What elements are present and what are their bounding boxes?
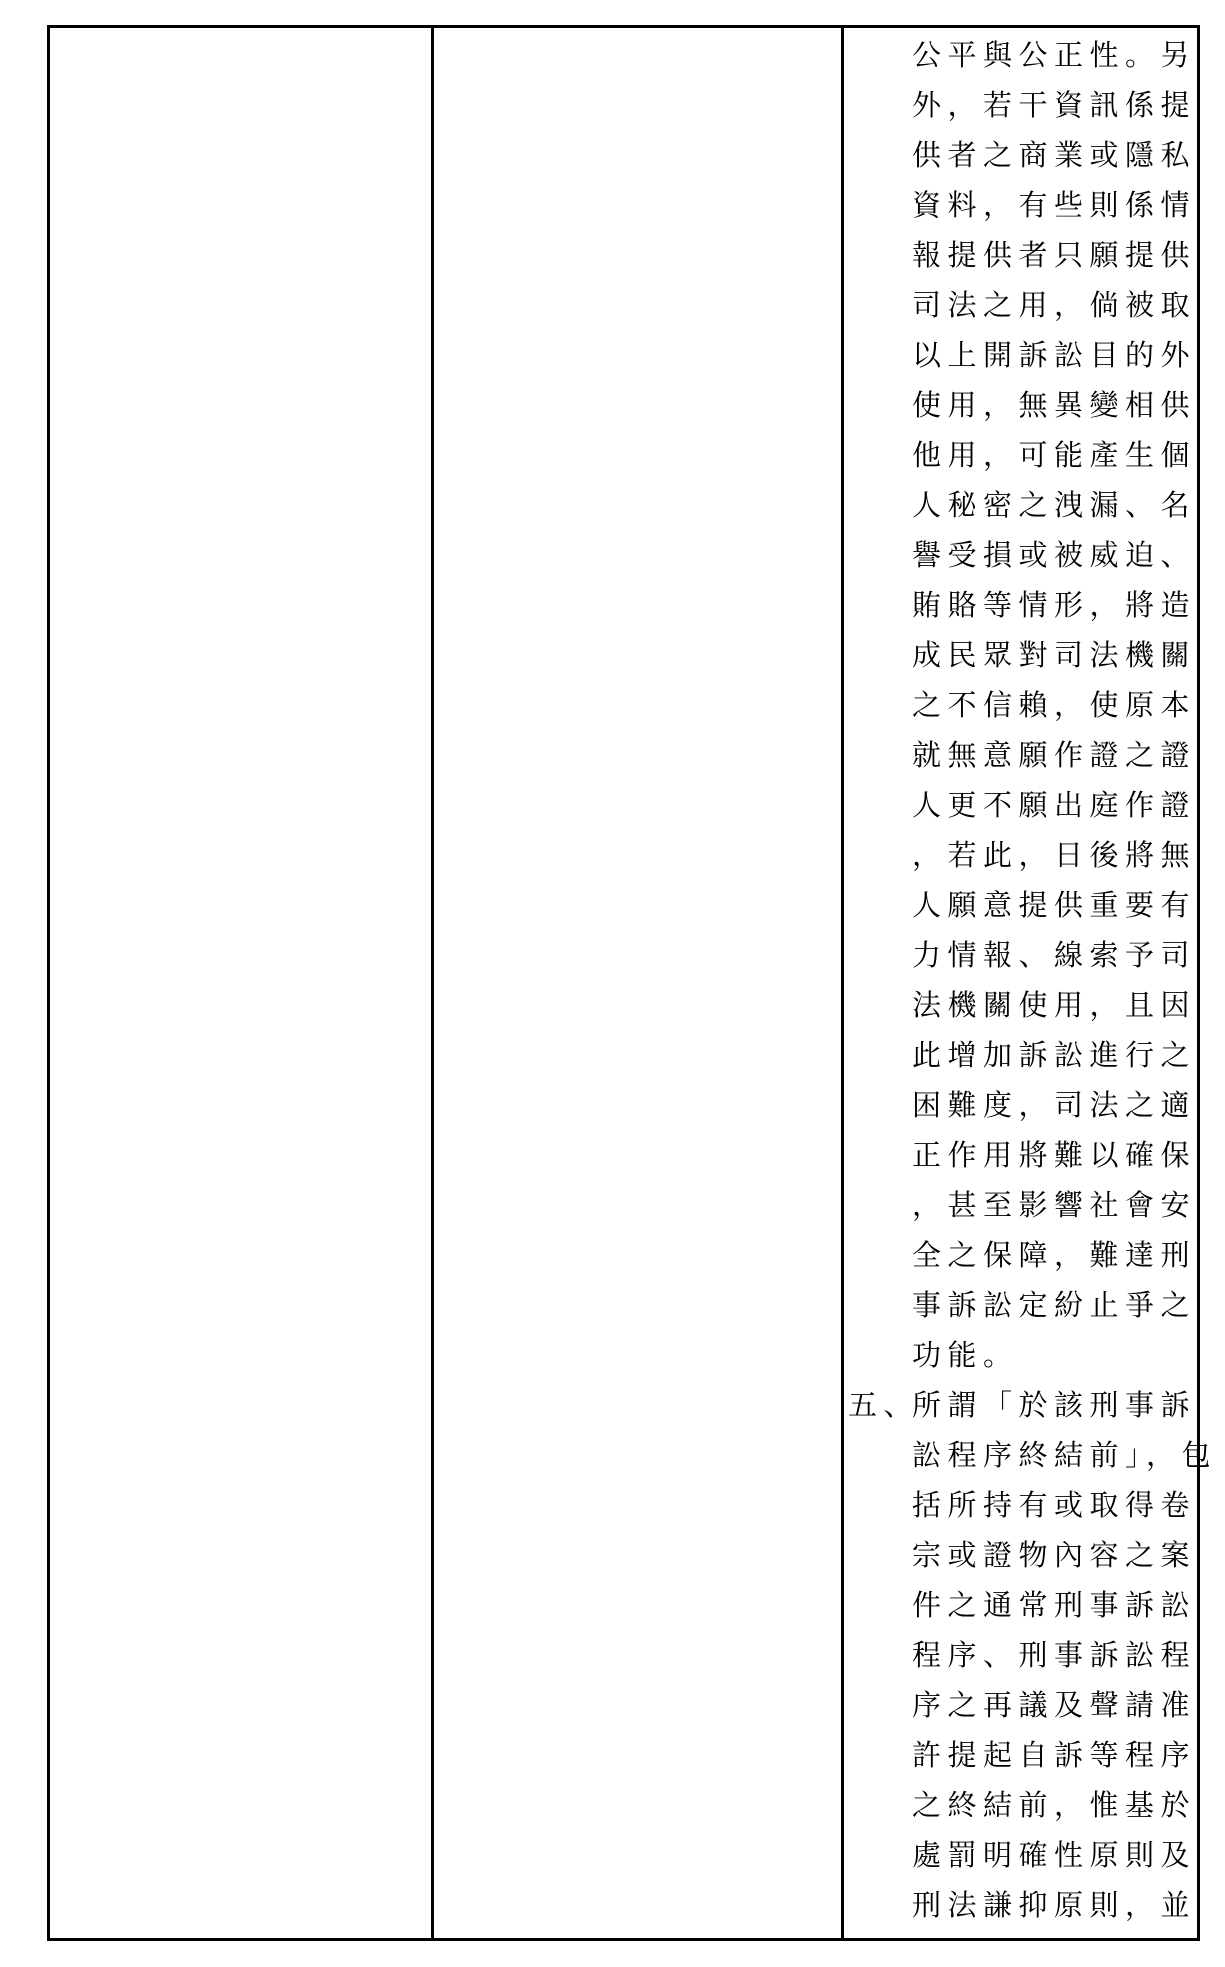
text-line-content: 以上開訴訟目的外: [912, 338, 1197, 372]
text-line-content: 司法之用，倘被取: [912, 288, 1197, 322]
text-line: [844, 780, 1200, 830]
text-line-content: 正作用將難以確保: [912, 1138, 1197, 1172]
text-line: [844, 1780, 1200, 1830]
text-line-content: 使用，無異變相供: [912, 388, 1197, 422]
text-line-content: 就無意願作證之證: [912, 738, 1197, 772]
text-line: [844, 1430, 1218, 1480]
text-line-content: 法機關使用，且因: [912, 988, 1197, 1022]
text-line-content: 人更不願出庭作證: [912, 788, 1197, 822]
text-line: [844, 930, 1200, 980]
text-line-content: 刑法謙抑原則，並: [912, 1888, 1197, 1922]
text-line: [844, 530, 1200, 580]
text-line-content: 括所持有或取得卷: [912, 1488, 1197, 1522]
text-line-content: 公平與公正性。另: [912, 38, 1197, 72]
explanation-text: [844, 28, 1218, 1938]
text-line: [844, 1880, 1200, 1930]
text-line-content: 全之保障，難達刑: [912, 1238, 1197, 1272]
text-line: [844, 830, 1200, 880]
text-line: [844, 1730, 1200, 1780]
text-line: [844, 1280, 1200, 1330]
text-line: [844, 1380, 1200, 1430]
text-line-content: 許提起自訴等程序: [912, 1738, 1197, 1772]
table-cell-middle: [433, 27, 843, 1940]
text-line: [844, 1630, 1200, 1680]
text-line: [844, 630, 1200, 680]
text-line-content: 賄賂等情形，將造: [912, 588, 1197, 622]
text-line-content: 資料，有些則係情: [912, 188, 1197, 222]
text-line-content: 他用，可能產生個: [912, 438, 1197, 472]
text-line-content: 成民眾對司法機關: [912, 638, 1197, 672]
text-line-content: 力情報、線索予司: [912, 938, 1197, 972]
text-line: [844, 80, 1200, 130]
text-line: [844, 1080, 1200, 1130]
text-line-content: 此增加訴訟進行之: [912, 1038, 1197, 1072]
text-line-content: 程序、刑事訴訟程: [912, 1638, 1197, 1672]
text-line: [844, 330, 1200, 380]
text-line-content: 序之再議及聲請准: [912, 1688, 1197, 1722]
text-line: [844, 230, 1200, 280]
text-line: [844, 730, 1200, 780]
text-line-content: 宗或證物內容之案: [912, 1538, 1197, 1572]
text-line-content: 之不信賴，使原本: [912, 688, 1197, 722]
text-line-content: 之終結前，惟基於: [912, 1788, 1197, 1822]
text-line: [844, 30, 1200, 80]
text-line-content: 困難度，司法之適: [912, 1088, 1197, 1122]
text-line-content: 所謂「於該刑事訴: [912, 1388, 1197, 1422]
text-line: [844, 1530, 1200, 1580]
text-line-content: ，甚至影響社會安: [912, 1188, 1197, 1222]
text-line: [844, 1130, 1200, 1180]
text-line-content: 訟程序終結前」，包: [912, 1438, 1218, 1472]
table-row: [49, 27, 1199, 1940]
text-line: [844, 1830, 1200, 1880]
text-line: [844, 1680, 1200, 1730]
text-line-content: 人秘密之洩漏、名: [912, 488, 1197, 522]
text-line: [844, 280, 1200, 330]
text-line-content: ，若此，日後將無: [912, 838, 1197, 872]
text-line-content: 功能。: [912, 1338, 1019, 1372]
text-line-content: 事訴訟定紛止爭之: [912, 1288, 1197, 1322]
text-line: [844, 680, 1200, 730]
text-line: [844, 430, 1200, 480]
paragraph-marker: 五、: [848, 1388, 920, 1422]
text-line: [844, 380, 1200, 430]
table-cell-left: [49, 27, 433, 1940]
table-cell-right: [843, 27, 1218, 1940]
text-line: [844, 1480, 1200, 1530]
text-line: [844, 480, 1200, 530]
text-line-content: 報提供者只願提供: [912, 238, 1197, 272]
text-line-content: 處罰明確性原則及: [912, 1838, 1197, 1872]
text-line-content: 人願意提供重要有: [912, 888, 1197, 922]
text-line-content: 件之通常刑事訴訟: [912, 1588, 1197, 1622]
text-line: [844, 580, 1200, 630]
comparison-table: [47, 25, 1218, 1941]
text-line: [844, 1180, 1200, 1230]
text-line-content: 外，若干資訊係提: [912, 88, 1197, 122]
text-line-content: 供者之商業或隱私: [912, 138, 1197, 172]
text-line: [844, 1580, 1200, 1630]
text-line: [844, 980, 1200, 1030]
text-line-content: 譽受損或被威迫、: [912, 538, 1197, 572]
text-line: [844, 1030, 1200, 1080]
text-line: [844, 880, 1200, 930]
text-line: [844, 130, 1200, 180]
text-line: [844, 180, 1200, 230]
text-line: [844, 1330, 1200, 1380]
text-line: [844, 1230, 1200, 1280]
